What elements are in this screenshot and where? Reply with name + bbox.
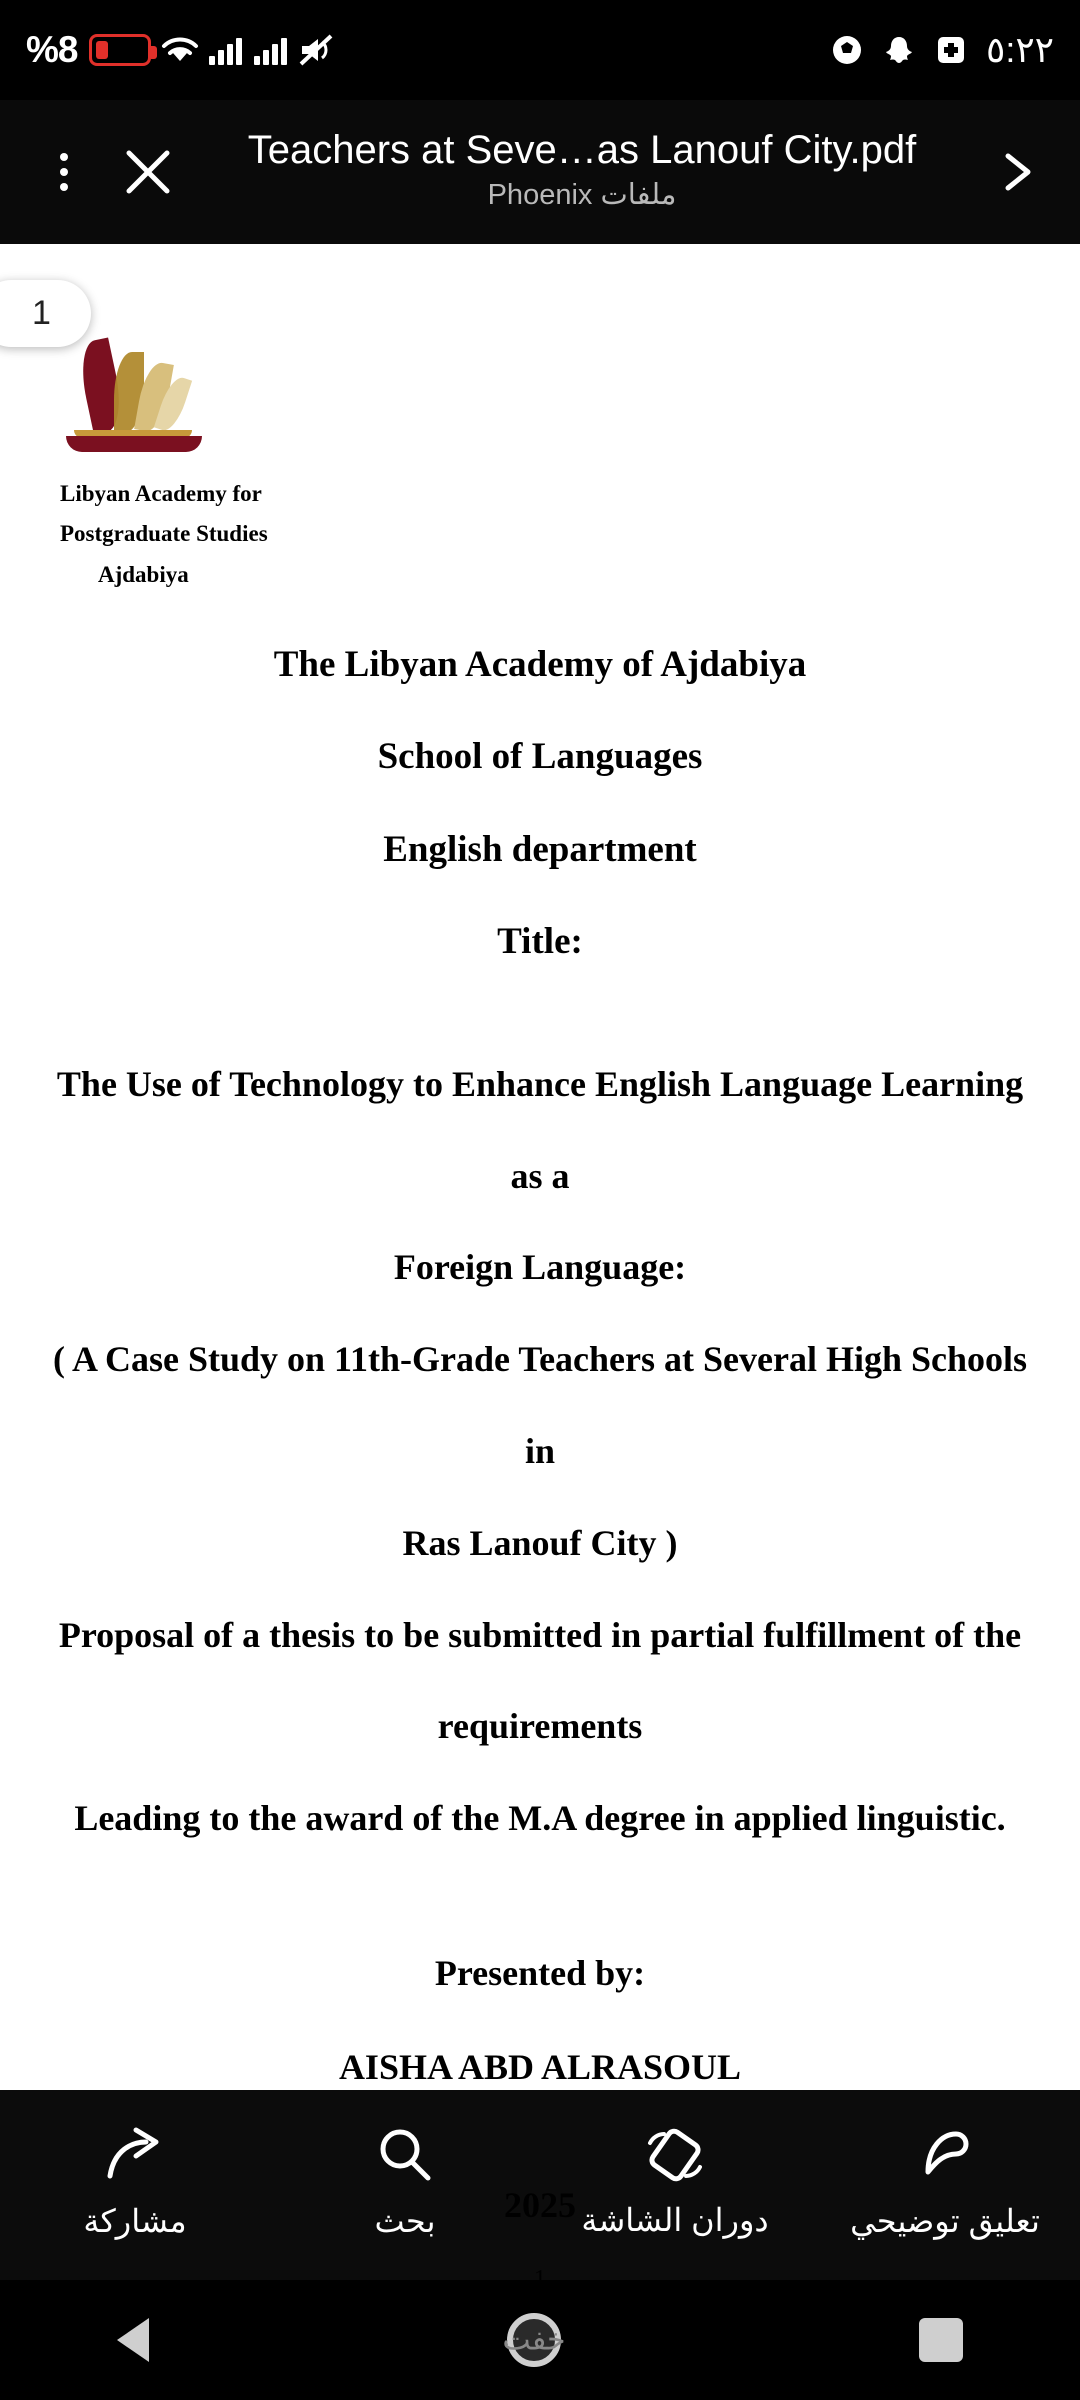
header-line: School of Languages: [377, 736, 703, 778]
document-thesis-title: [46, 1039, 1034, 1865]
title-line: Proposal of a thesis to be submitted in partial fulfillment of the: [58, 1614, 1022, 1655]
overflow-menu-icon[interactable]: [22, 130, 106, 214]
app-icon: [934, 33, 968, 67]
document-title: Teachers at Seve…as Lanouf City.pdf: [247, 128, 917, 172]
document-author-block: [46, 1927, 1034, 2114]
logo-caption-line: Libyan Academy for: [60, 481, 262, 506]
battery-percent-label: %8: [26, 29, 78, 70]
toolbar-label: تعليق توضيحي: [850, 2203, 1040, 2239]
logo-caption-line: Postgraduate Studies: [60, 521, 268, 547]
logo-caption: [60, 474, 1034, 595]
mute-icon: [299, 33, 333, 67]
logo-caption-line: Ajdabiya: [98, 561, 189, 587]
status-bar-left: [26, 29, 333, 71]
header-line: The Libyan Academy of Ajdabiya: [273, 643, 807, 685]
title-line: Foreign Language:: [393, 1247, 687, 1288]
document-year: 2025: [504, 2185, 576, 2226]
home-circle-icon[interactable]: [507, 2313, 561, 2367]
annotate-pen-icon: [914, 2124, 976, 2186]
toolbar-label: دوران الشاشة: [581, 2202, 769, 2238]
share-icon: [102, 2124, 168, 2186]
snapchat-icon: [882, 33, 916, 67]
status-clock: ٥:٢٢: [985, 29, 1054, 70]
signal-icon: [209, 35, 242, 65]
close-icon[interactable]: [106, 130, 190, 214]
title-line: ( A Case Study on 11th-Grade Teachers at Several High Schools in: [52, 1339, 1028, 1471]
header-line: English department: [383, 828, 697, 870]
toolbar-label: مشاركة: [83, 2203, 187, 2239]
academy-logo: [64, 330, 1034, 460]
author-name: AISHA ABD ALRASOUL: [338, 2046, 742, 2087]
presented-by-label: Presented by:: [434, 1952, 646, 1993]
title-line: requirements: [437, 1706, 643, 1747]
back-triangle-icon[interactable]: [117, 2318, 149, 2362]
recents-square-icon[interactable]: [919, 2318, 963, 2362]
toolbar-label: بحث: [374, 2203, 436, 2239]
signal-icon-2: [254, 35, 287, 65]
document-header: [46, 619, 1034, 989]
title-line: The Use of Technology to Enhance English Language Learning as a: [56, 1063, 1024, 1196]
chevron-right-icon[interactable]: [974, 130, 1058, 214]
status-bar-right: [830, 29, 1054, 71]
title-line: Leading to the award of the M.A degree in applied linguistic.: [74, 1798, 1006, 1839]
battery-icon: [89, 34, 151, 66]
system-nav-bar: [0, 2280, 1080, 2400]
app-title-bar: [0, 100, 1080, 244]
title-block: [190, 128, 974, 216]
screen-rotate-icon: [640, 2125, 710, 2185]
header-line: Title:: [497, 921, 583, 963]
wifi-icon: [163, 33, 197, 67]
title-line: Ras Lanouf City ): [402, 1522, 678, 1563]
document-subtitle: ملفات Phoenix: [487, 179, 677, 211]
home-hint-text: خفت: [502, 2323, 566, 2357]
page-indicator-chip: 1: [0, 280, 91, 347]
status-bar: [0, 0, 1080, 100]
search-icon: [374, 2124, 436, 2186]
football-icon: [830, 33, 864, 67]
home-button-wrap[interactable]: [384, 2313, 684, 2367]
